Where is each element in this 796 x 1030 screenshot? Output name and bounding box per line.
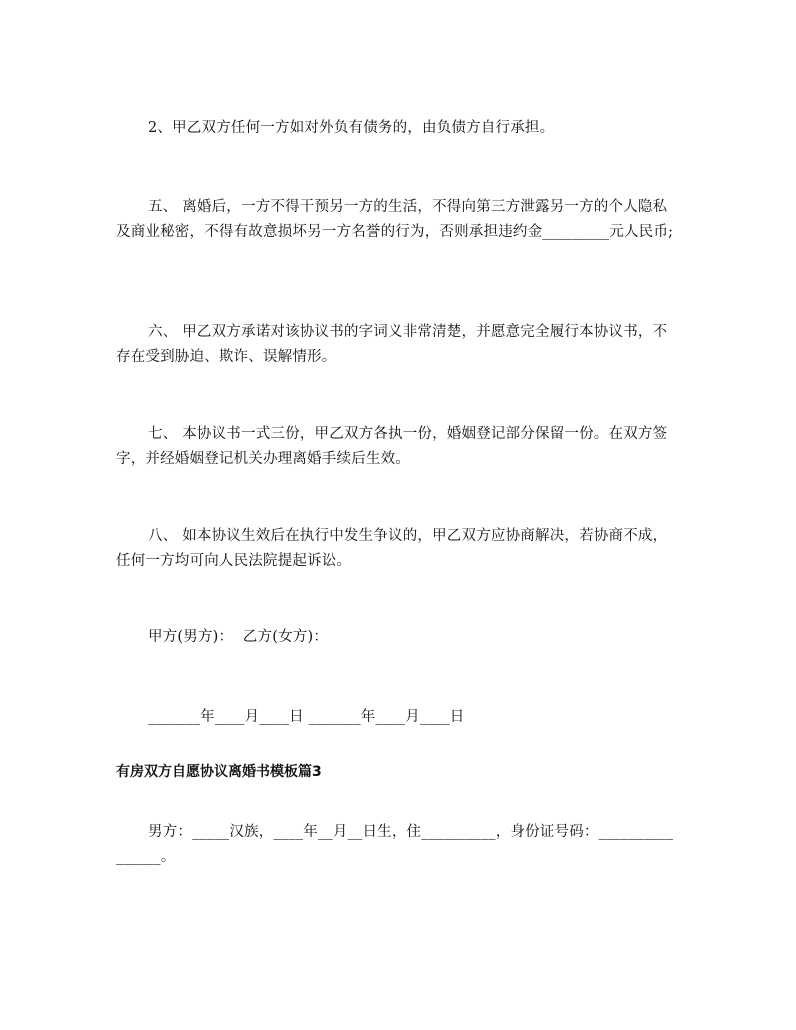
- signature-dates: _______年____月____日 _______年____月____日: [148, 709, 465, 725]
- signature-parties: 甲方(男方)： 乙方(女方)：: [148, 629, 329, 645]
- clause-six: 六、 甲乙双方承诺对该协议书的字词义非常清楚，并愿意完全履行本协议书，不存在受到胁迫、欺诈、误解情形。: [116, 324, 668, 365]
- clause-seven: 七、 本协议书一式三份，甲乙双方各执一份，婚姻登记部分保留一份。在双方签字，并经婚姻登记机关办理离婚手续后生效。: [116, 426, 668, 467]
- man-info: 男方：_____汉族，____年__月__日生，住__________，身份证号码：________________。: [116, 824, 674, 865]
- debt-clause: 2、甲乙双方任何一方如对外负有债务的，由负债方自行承担。: [148, 120, 555, 136]
- clause-five: 五、 离婚后，一方不得干预另一方的生活，不得向第三方泄露另一方的个人隐私及商业秘密，不得有故意损坏另一方名誉的行为，否则承担违约金_________元人民币;: [116, 199, 674, 240]
- clause-eight: 八、 如本协议生效后在执行中发生争议的，甲乙双方应协商解决，若协商不成，任何一方均可向人民法院提起诉讼。: [116, 528, 668, 569]
- section-heading: 有房双方自愿协议离婚书模板篇3: [116, 764, 322, 780]
